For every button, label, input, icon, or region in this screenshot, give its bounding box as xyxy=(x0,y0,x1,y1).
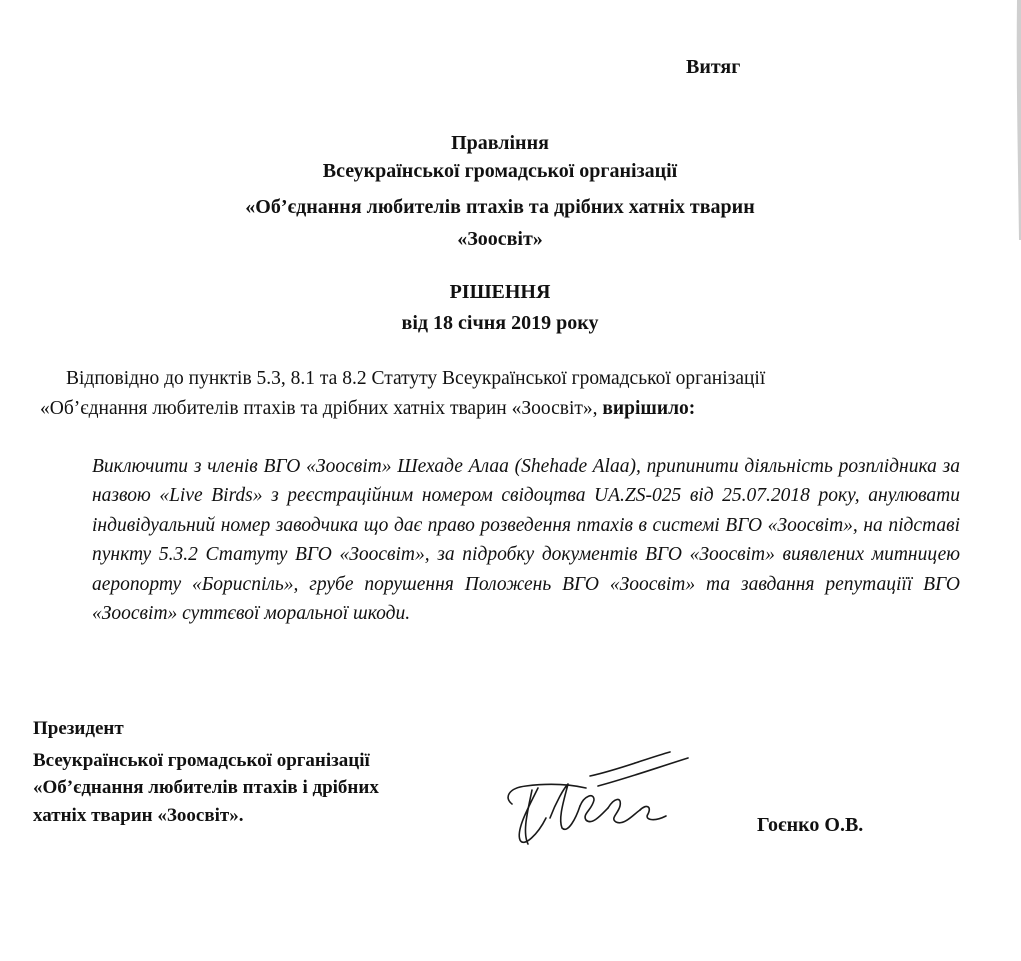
organization-line-3: «Зоосвіт» xyxy=(457,228,543,250)
board-heading: Правління xyxy=(451,132,549,154)
decision-text: Виключити з членів ВГО «Зоосвіт» Шехаде Алаа (Shehade Alaa), припинити діяльність розплідника за назвою «Live Birds» з реєстраційним номером свідоцтва UA.ZS-025 від 25.07.2018 року, анулювати індивідуальний номер заводчика що дає право розведення птахів в системі ВГО «Зоосвіт», на підставі пункту 5.3.2 Статуту ВГО «Зоосвіт», за підробку документів ВГО «Зоосвіт» виявлених митницею аеропорту «Бориспіль», грубе порушення Положень ВГО «Зоосвіт» та завдання репутаціїї ВГО «Зоосвіт» суттєвої моральної шкоди. xyxy=(92,456,960,625)
decision-date: від 18 січня 2019 року xyxy=(401,312,599,334)
organization-line-2: «Об’єднання любителів птахів та дрібних хатніх тварин xyxy=(245,196,755,218)
signatory-org-line-2: «Об’єднання любителів птахів і дрібних xyxy=(33,777,379,798)
intro-line-1: Відповідно до пунктів 5.3, 8.1 та 8.2 Статуту Всеукраїнської громадської організації xyxy=(66,368,766,389)
intro-line-2-text: «Об’єднання любителів птахів та дрібних хатніх тварин «Зоосвіт», xyxy=(40,398,603,419)
signatory-org-line-1: Всеукраїнської громадської організації xyxy=(33,750,370,771)
intro-line-2 xyxy=(40,398,695,420)
decision-title: РІШЕННЯ xyxy=(449,281,551,303)
signatory-title: Президент xyxy=(33,718,124,739)
organization-line-1: Всеукраїнської громадської організації xyxy=(322,160,678,182)
intro-resolved: вирішило: xyxy=(602,398,696,419)
extract-title: Витяг xyxy=(686,56,741,78)
signatory-org-line-3: хатніх тварин «Зоосвіт». xyxy=(33,805,244,826)
handwritten-signature xyxy=(498,748,698,858)
signatory-name: Гоєнко О.В. xyxy=(757,814,864,836)
scan-edge-shadow xyxy=(1003,0,1021,240)
